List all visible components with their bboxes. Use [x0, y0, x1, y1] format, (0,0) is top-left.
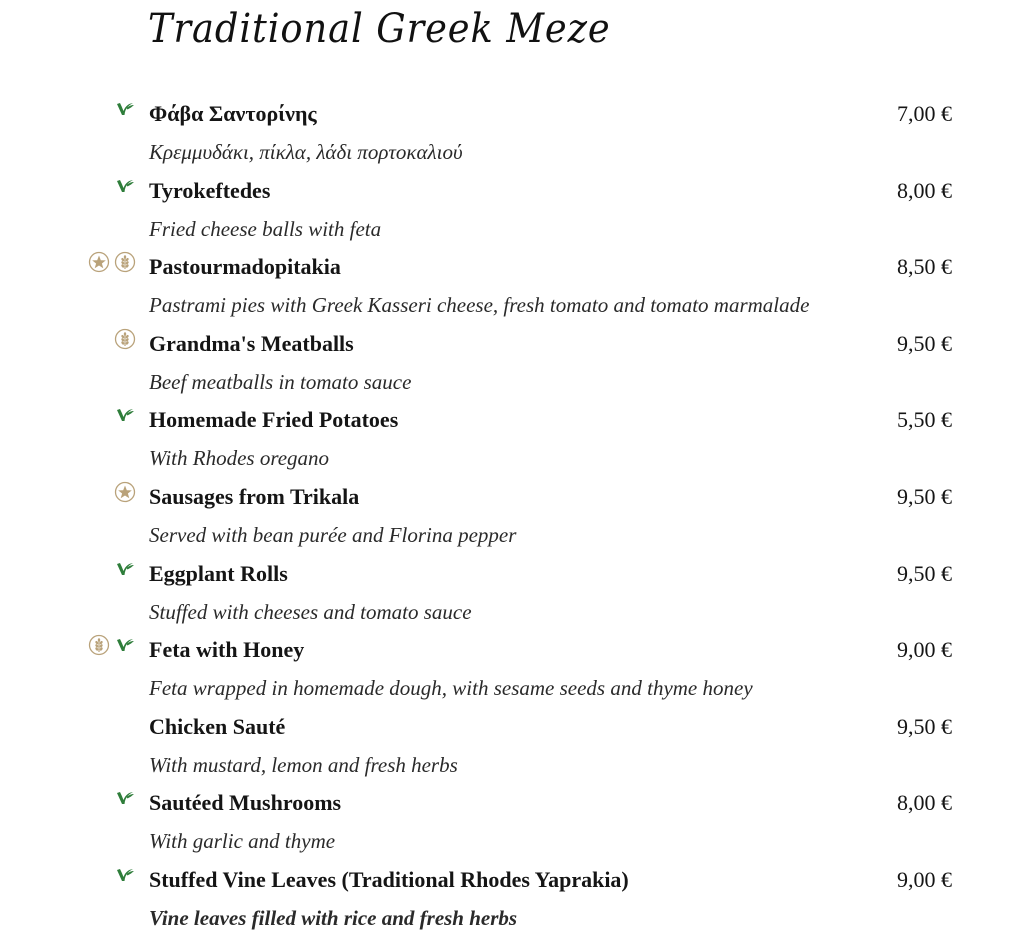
wheat-badge-icon	[114, 251, 136, 273]
item-description: Κρεμμυδάκι, πίκλα, λάδι πορτοκαλιού	[149, 140, 463, 164]
item-price: 9,50 €	[897, 560, 952, 586]
star-badge-icon	[88, 251, 110, 273]
star-badge-icon	[114, 481, 136, 503]
item-name: Pastourmadopitakia	[149, 254, 341, 280]
vegan-leaf-icon	[114, 634, 136, 656]
item-icons	[60, 98, 136, 120]
menu-item	[0, 171, 1024, 248]
wheat-badge-icon	[88, 634, 110, 656]
wheat-badge-icon	[114, 328, 136, 350]
item-description: Served with bean purée and Florina pepper	[149, 522, 517, 547]
item-description: Feta wrapped in homemade dough, with sesame seeds and thyme honey	[149, 676, 753, 701]
vegan-leaf-icon	[114, 404, 136, 426]
item-name: Grandma's Meatballs	[149, 330, 354, 356]
item-name: Chicken Sauté	[149, 713, 286, 739]
vegan-leaf-icon	[114, 864, 136, 886]
menu-item	[0, 94, 1024, 171]
item-name: Sausages from Trikala	[149, 483, 360, 509]
page-title: Traditional Greek Meze	[148, 6, 611, 52]
item-name: Tyrokeftedes	[149, 177, 271, 203]
item-description: With Rhodes oregano	[149, 446, 330, 471]
menu-item	[0, 400, 1024, 477]
item-icons	[60, 711, 136, 733]
item-price: 7,00 €	[897, 101, 952, 126]
menu-item	[0, 707, 1024, 784]
item-icons	[60, 864, 136, 886]
menu-item	[0, 630, 1024, 707]
item-price: 5,50 €	[897, 407, 952, 433]
item-description: With mustard, lemon and fresh herbs	[149, 752, 458, 777]
menu-item	[0, 247, 1024, 324]
item-price: 8,00 €	[897, 790, 952, 816]
item-description: Beef meatballs in tomato sauce	[149, 369, 412, 394]
item-price: 9,00 €	[897, 866, 952, 892]
item-price: 9,50 €	[897, 483, 952, 509]
item-price: 9,00 €	[897, 637, 952, 663]
item-icons	[60, 787, 136, 809]
item-price: 8,50 €	[897, 254, 952, 280]
vegan-leaf-icon	[114, 98, 136, 120]
menu-item	[0, 477, 1024, 554]
vegan-leaf-icon	[114, 787, 136, 809]
item-icons	[60, 558, 136, 580]
menu-item	[0, 324, 1024, 401]
item-price: 9,50 €	[897, 713, 952, 739]
item-description: Stuffed with cheeses and tomato sauce	[149, 599, 472, 624]
vegan-leaf-icon	[114, 175, 136, 197]
item-description: Pastrami pies with Greek Kasseri cheese, fresh tomato and tomato marmalade	[149, 293, 810, 318]
item-name: Φάβα Σαντορίνης	[149, 101, 317, 126]
menu-item	[0, 860, 1024, 937]
item-description: Vine leaves filled with rice and fresh herbs	[149, 905, 518, 930]
menu-list	[0, 94, 1024, 937]
item-icons	[60, 404, 136, 426]
item-description: Fried cheese balls with feta	[149, 216, 382, 241]
menu-item	[0, 554, 1024, 631]
item-name: Feta with Honey	[149, 637, 305, 663]
menu-item	[0, 783, 1024, 860]
item-icons	[60, 175, 136, 197]
item-icons	[60, 251, 136, 273]
item-name: Stuffed Vine Leaves (Traditional Rhodes Yaprakia)	[149, 866, 629, 892]
item-icons	[60, 481, 136, 503]
item-price: 8,00 €	[897, 177, 952, 203]
item-name: Eggplant Rolls	[149, 560, 288, 586]
item-icons	[60, 328, 136, 350]
item-price: 9,50 €	[897, 330, 952, 356]
item-name: Homemade Fried Potatoes	[149, 407, 399, 433]
item-name: Sautéed Mushrooms	[149, 790, 342, 816]
item-description: With garlic and thyme	[149, 829, 336, 854]
item-icons	[60, 634, 136, 656]
vegan-leaf-icon	[114, 558, 136, 580]
